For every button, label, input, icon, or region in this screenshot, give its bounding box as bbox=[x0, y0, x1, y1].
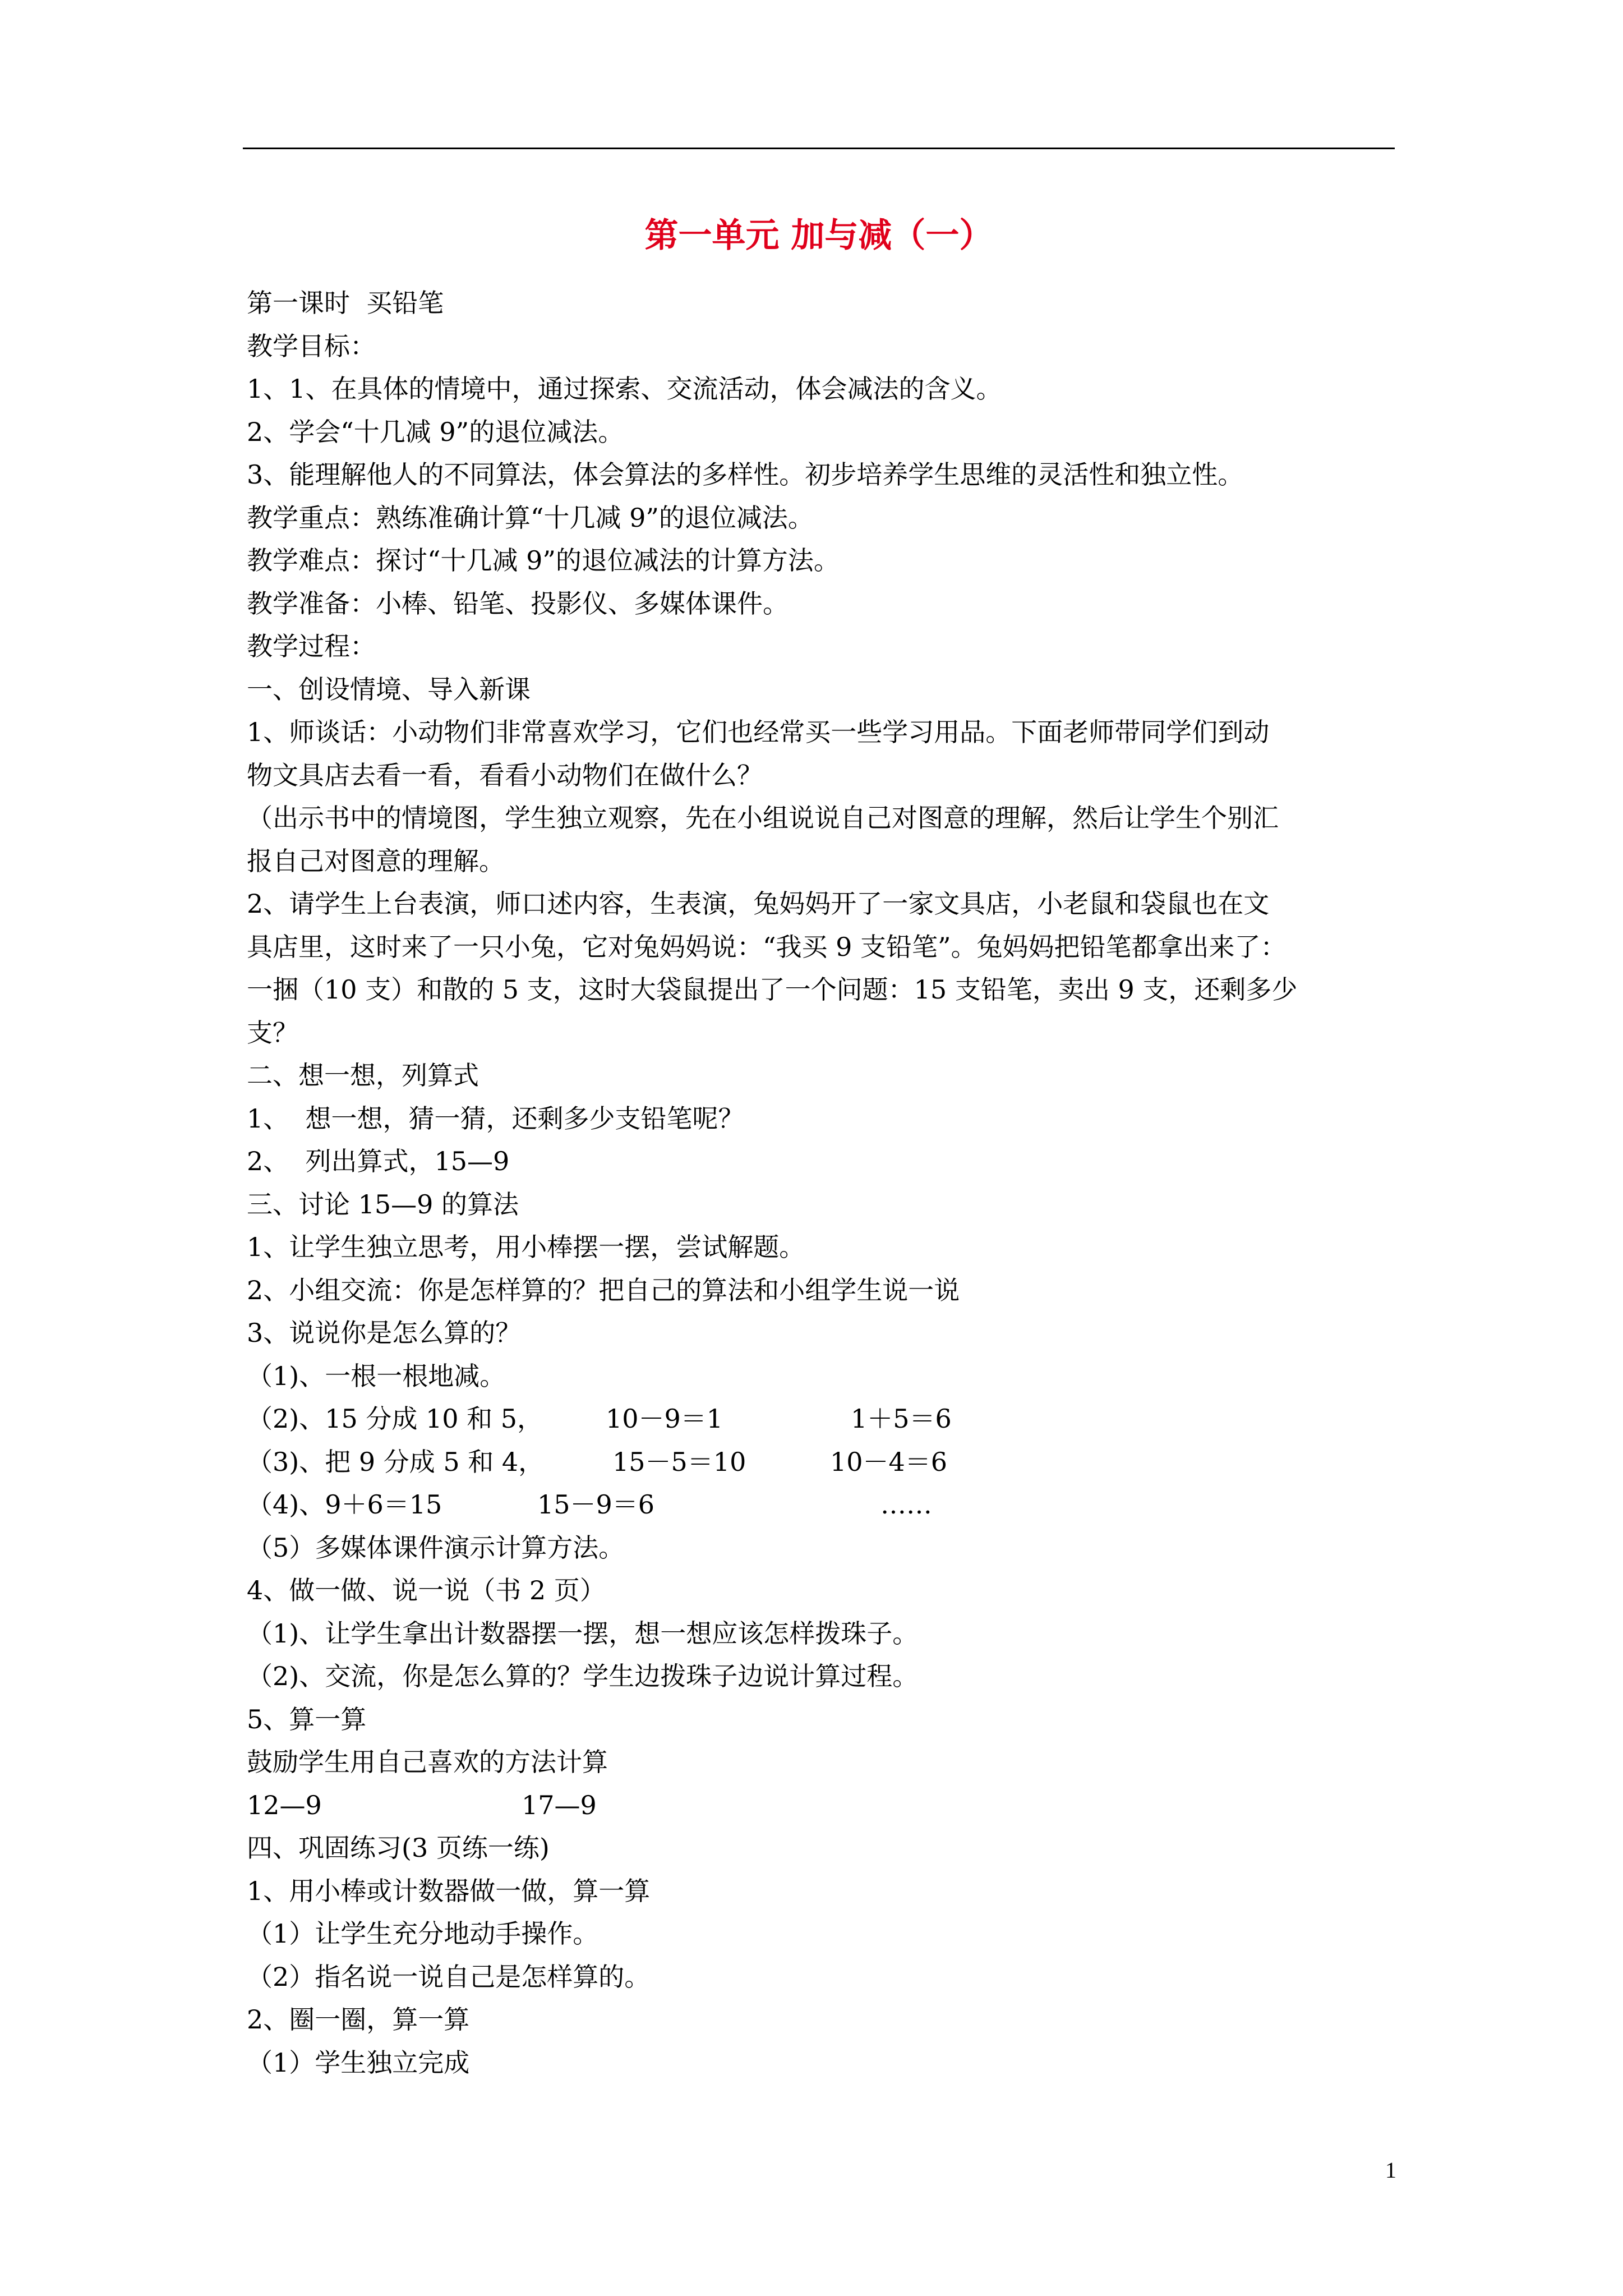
section-heading: 三、讨论 15—9 的算法 bbox=[247, 1189, 519, 1220]
calc-step: （3)、把 9 分成 5 和 4， bbox=[247, 1446, 545, 1477]
calc-row bbox=[247, 1397, 1396, 1441]
text-line: 5、算一算 bbox=[247, 1704, 367, 1734]
text-line: 1、让学生独立思考，用小棒摆一摆，尝试解题。 bbox=[247, 1232, 805, 1262]
text-line: 4、做一做、说一说（书 2 页） bbox=[247, 1575, 606, 1605]
text-line: （5）多媒体课件演示计算方法。 bbox=[247, 1532, 625, 1563]
calc-expression: 12—9 bbox=[247, 1789, 322, 1820]
text-line: 一捆（10 支）和散的 5 支，这时大袋鼠提出了一个问题：15 支铅笔，卖出 9 支，还剩多少 bbox=[247, 974, 1298, 1005]
calc-expression: 15－9＝6 bbox=[537, 1489, 655, 1520]
text-line: 报自己对图意的理解。 bbox=[247, 845, 505, 876]
text-line: 1、用小棒或计数器做一做，算一算 bbox=[247, 1875, 651, 1906]
calc-expression: 1＋5＝6 bbox=[851, 1404, 952, 1434]
text-line: （2)、交流，你是怎么算的？学生边拨珠子边说计算过程。 bbox=[247, 1661, 919, 1691]
text-line: 2、小组交流：你是怎样算的？把自己的算法和小组学生说一说 bbox=[247, 1274, 960, 1305]
text-line: （1)、一根一根地减。 bbox=[247, 1360, 506, 1391]
lesson-body bbox=[247, 282, 1396, 2084]
text-line: 具店里，这时来了一只小兔，它对兔妈妈说：“我买 9 支铅笔”。兔妈妈把铅笔都拿出来了： bbox=[247, 931, 1287, 962]
calc-row bbox=[247, 1441, 1396, 1484]
text-line: 2、 列出算式，15—9 bbox=[247, 1146, 510, 1176]
section-label: 教学过程： bbox=[247, 631, 376, 661]
page-title: 第一单元 加与减（一） bbox=[644, 216, 993, 255]
text-line: （1)、让学生拿出计数器摆一摆，想一想应该怎样拨珠子。 bbox=[247, 1618, 919, 1649]
ellipsis: …… bbox=[880, 1489, 932, 1520]
text-line: （1）让学生充分地动手操作。 bbox=[247, 1918, 599, 1949]
text-line: 2、请学生上台表演，师口述内容，生表演，兔妈妈开了一家文具店，小老鼠和袋鼠也在文 bbox=[247, 889, 1270, 919]
page-number: 1 bbox=[1385, 2157, 1396, 2183]
text-line: 1、1、在具体的情境中，通过探索、交流活动，体会减法的含义。 bbox=[247, 374, 1002, 404]
text-line: 教学难点：探讨“十几减 9”的退位减法的计算方法。 bbox=[247, 545, 840, 576]
lesson-heading: 第一课时 买铅笔 bbox=[247, 288, 444, 318]
calc-row bbox=[247, 1784, 1396, 1827]
calc-step: （2)、15 分成 10 和 5， bbox=[247, 1404, 543, 1434]
text-line: 1、 想一想，猜一猜，还剩多少支铅笔呢？ bbox=[247, 1103, 744, 1134]
section-heading: 一、创设情境、导入新课 bbox=[247, 674, 531, 705]
calc-expression: 10－9＝1 bbox=[606, 1404, 723, 1434]
text-line: （出示书中的情境图，学生独立观察，先在小组说说自己对图意的理解，然后让学生个别汇 bbox=[247, 803, 1279, 833]
text-line: 教学重点：熟练准确计算“十几减 9”的退位减法。 bbox=[247, 502, 814, 533]
calc-row bbox=[247, 1483, 1396, 1526]
text-line: 物文具店去看一看，看看小动物们在做什么？ bbox=[247, 760, 763, 790]
section-heading: 二、想一想，列算式 bbox=[247, 1060, 479, 1091]
section-heading: 四、巩固练习(3 页练一练) bbox=[247, 1833, 550, 1863]
text-line: 3、能理解他人的不同算法，体会算法的多样性。初步培养学生思维的灵活性和独立性。 bbox=[247, 459, 1244, 490]
calc-step: （4)、9＋6＝15 bbox=[247, 1489, 442, 1520]
text-line: 教学准备：小棒、铅笔、投影仪、多媒体课件。 bbox=[247, 588, 789, 619]
header-rule bbox=[243, 148, 1395, 149]
calc-expression: 10－4＝6 bbox=[830, 1446, 948, 1477]
text-line: 3、说说你是怎么算的？ bbox=[247, 1318, 522, 1348]
text-line: 支？ bbox=[247, 1017, 298, 1048]
calc-expression: 17—9 bbox=[522, 1789, 597, 1820]
text-line: 2、圈一圈，算一算 bbox=[247, 2004, 470, 2035]
text-line: 鼓励学生用自己喜欢的方法计算 bbox=[247, 1747, 608, 1777]
text-line: 1、师谈话：小动物们非常喜欢学习，它们也经常买一些学习用品。下面老师带同学们到动 bbox=[247, 717, 1270, 747]
text-line: （2）指名说一说自己是怎样算的。 bbox=[247, 1961, 651, 1992]
section-label: 教学目标： bbox=[247, 330, 376, 361]
calc-expression: 15－5＝10 bbox=[612, 1446, 746, 1477]
text-line: （1）学生独立完成 bbox=[247, 2047, 470, 2078]
text-line: 2、学会“十几减 9”的退位减法。 bbox=[247, 416, 624, 447]
